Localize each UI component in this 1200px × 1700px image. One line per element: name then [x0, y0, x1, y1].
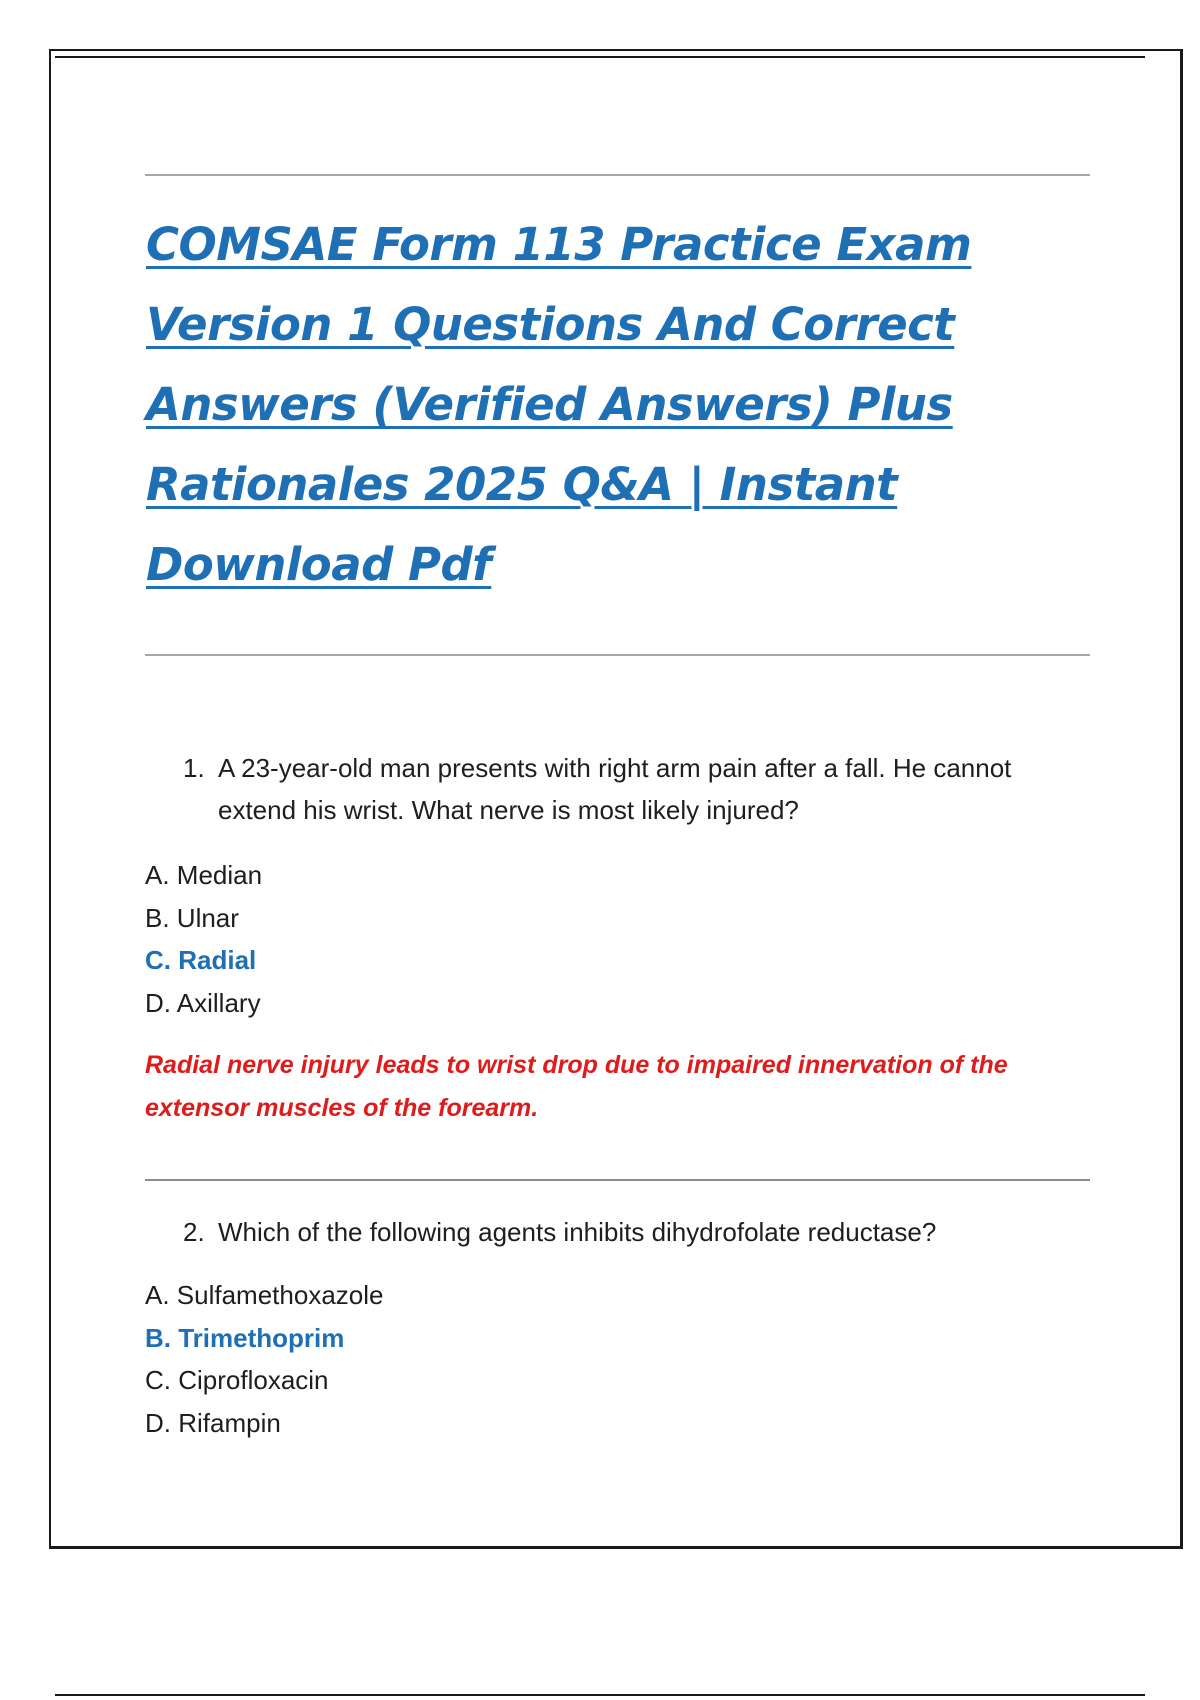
option-a: A. Sulfamethoxazole: [145, 1280, 384, 1310]
option-c: C. Ciprofloxacin: [145, 1365, 329, 1395]
next-page-top-rule: [55, 1694, 1145, 1696]
option-b-correct: B. Trimethoprim: [145, 1322, 345, 1353]
question-2: [183, 1211, 1083, 1253]
title-line[interactable]: COMSAE Form 113 Practice Exam: [146, 218, 972, 271]
option-a: A. Median: [145, 860, 263, 890]
title-line[interactable]: Rationales 2025 Q&A | Instant: [146, 458, 898, 511]
option-d: D. Rifampin: [145, 1407, 281, 1438]
question-number: 2.: [183, 1217, 205, 1247]
top-double-rule: [55, 56, 1145, 58]
question-2-options: [145, 1274, 383, 1444]
question-1-options: [145, 854, 262, 1024]
title-top-divider: [145, 174, 1090, 176]
option-b: B. Ulnar: [145, 902, 239, 933]
title-bottom-divider: [145, 654, 1090, 656]
title-line[interactable]: Answers (Verified Answers) Plus: [146, 378, 953, 431]
option-d: D. Axillary: [145, 987, 261, 1018]
title-line[interactable]: Version 1 Questions And Correct: [146, 298, 955, 351]
title-line[interactable]: Download Pdf: [146, 538, 492, 591]
question-text: A 23-year-old man presents with right arm pain after a fall. He cannot extend his wrist. What nerve is most likely injured?: [218, 753, 1012, 825]
document-title[interactable]: [146, 205, 1106, 605]
question-1-rationale: Radial nerve injury leads to wrist drop due to impaired innervation of the extensor muscles of the forearm.: [145, 1051, 1008, 1122]
question-divider: [145, 1179, 1090, 1181]
question-number: 1.: [183, 753, 205, 783]
question-1: [183, 747, 1083, 831]
option-c-correct: C. Radial: [145, 945, 257, 975]
question-text: Which of the following agents inhibits dihydrofolate reductase?: [218, 1217, 937, 1247]
